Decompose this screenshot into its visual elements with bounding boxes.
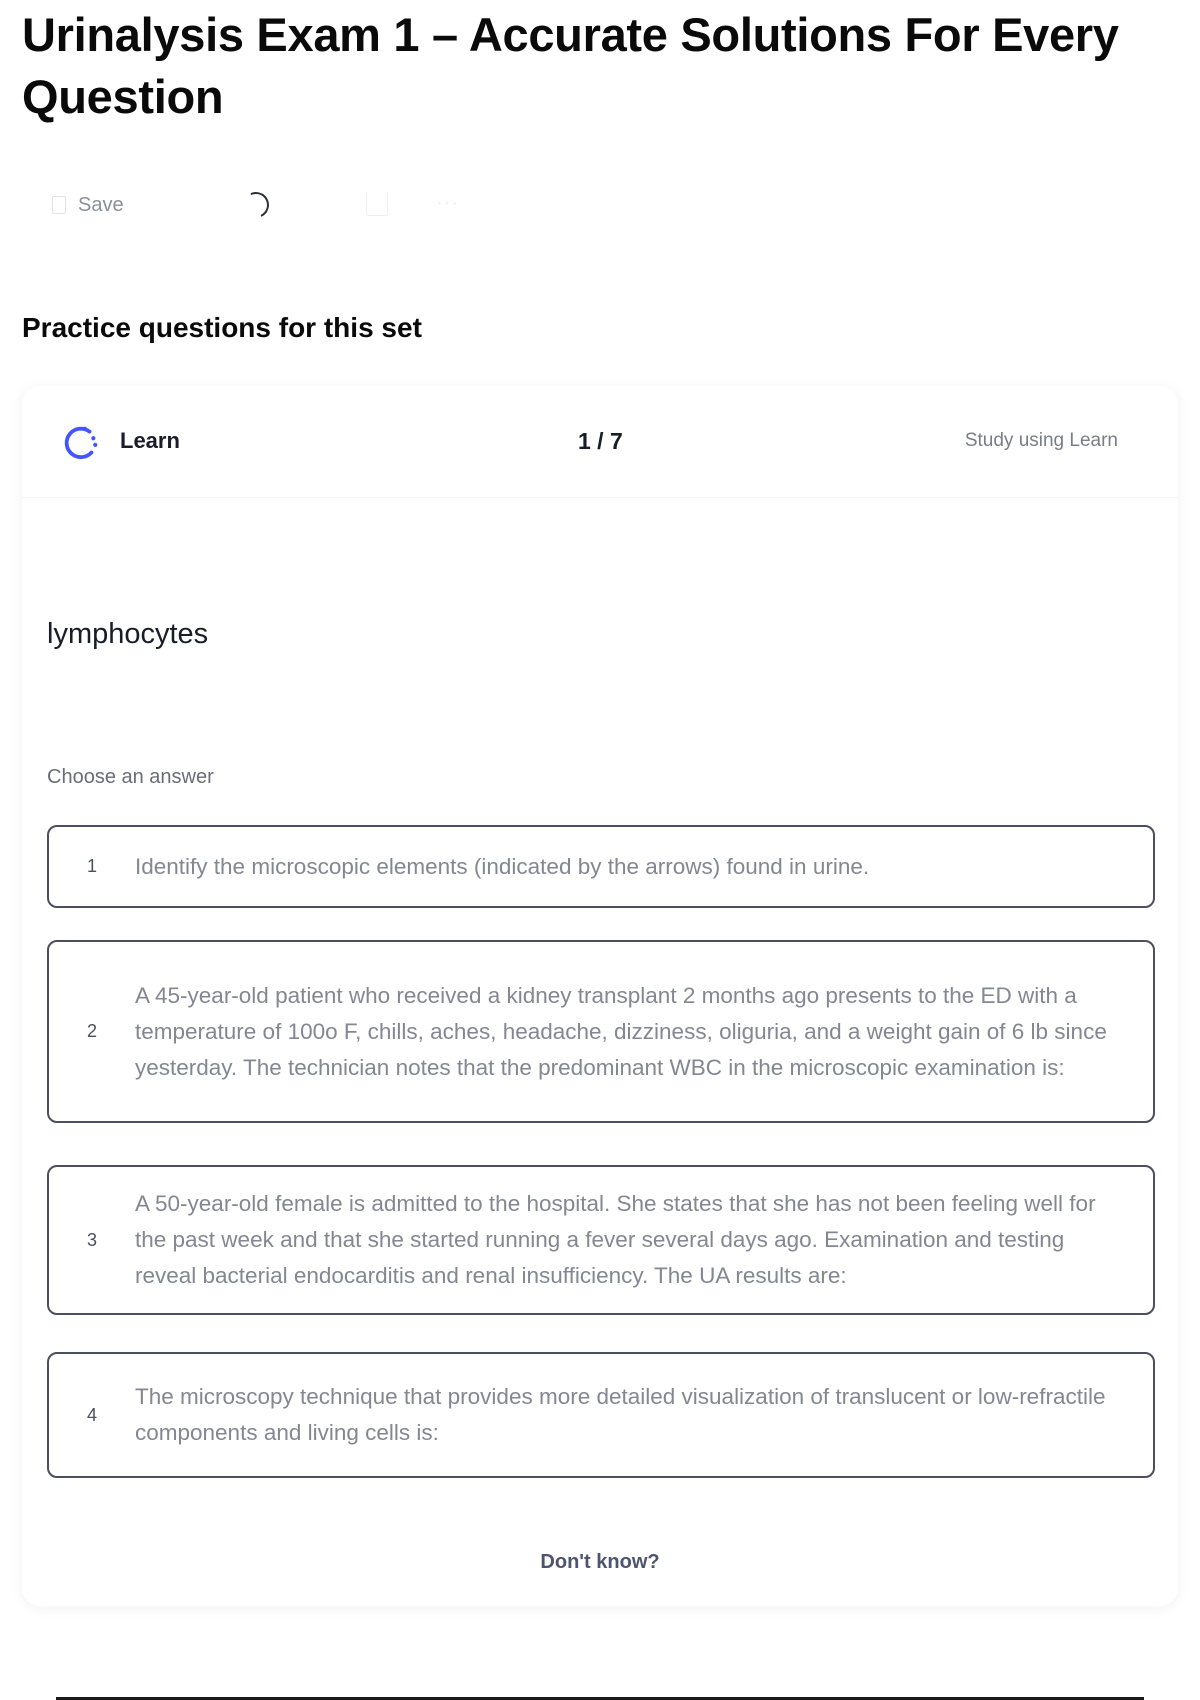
option-number: 2 — [86, 1021, 97, 1041]
more-options-icon[interactable]: ··· — [436, 192, 459, 214]
bookmark-icon — [52, 196, 66, 214]
answer-option-1[interactable] — [47, 825, 1155, 908]
learn-icon — [62, 424, 100, 462]
practice-card — [22, 386, 1178, 1606]
option-number: 3 — [86, 1229, 97, 1250]
option-text: A 50-year-old female is admitted to the hospital. She states that she has not been feeling well for the past week and that she started running a fever several days ago. Examination and testing reveal bacterial endocarditis and renal insufficiency. The UA results are: — [135, 1191, 1096, 1288]
share-icon[interactable] — [366, 192, 388, 216]
answer-option-4[interactable] — [47, 1352, 1155, 1478]
spinner-icon — [239, 188, 272, 221]
dont-know-button[interactable]: Don't know? — [540, 1551, 660, 1573]
answer-option-3[interactable] — [47, 1165, 1155, 1315]
option-text: A 45-year-old patient who received a kidney transplant 2 months ago presents to the ED with a temperature of 100o F, chills, aches, headache, dizziness, oliguria, and a weight gain of 6 lb since yesterday. The technician notes that the predominant WBC in the microscopic examination is: — [135, 982, 1107, 1080]
option-number: 4 — [86, 1404, 97, 1425]
answer-option-2[interactable] — [47, 940, 1155, 1123]
study-using-learn-link[interactable]: Study using Learn — [964, 430, 1118, 451]
option-text: The microscopy technique that provides more detailed visualization of translucent or low-refractile components and living cells is: — [135, 1384, 1106, 1445]
option-text: Identify the microscopic elements (indicated by the arrows) found in urine. — [135, 853, 870, 879]
learn-mode-label: Learn — [120, 428, 180, 453]
page-title: Urinalysis Exam 1 – Accurate Solutions For Every Question — [22, 8, 1119, 123]
card-header — [22, 386, 1178, 498]
choose-answer-label: Choose an answer — [47, 766, 214, 788]
question-term: lymphocytes — [47, 618, 209, 650]
toolbar — [52, 188, 459, 222]
save-label: Save — [78, 193, 124, 216]
section-title: Practice questions for this set — [22, 312, 422, 343]
progress-counter: 1 / 7 — [578, 428, 623, 454]
option-number: 1 — [86, 856, 97, 876]
save-button[interactable] — [52, 194, 124, 217]
